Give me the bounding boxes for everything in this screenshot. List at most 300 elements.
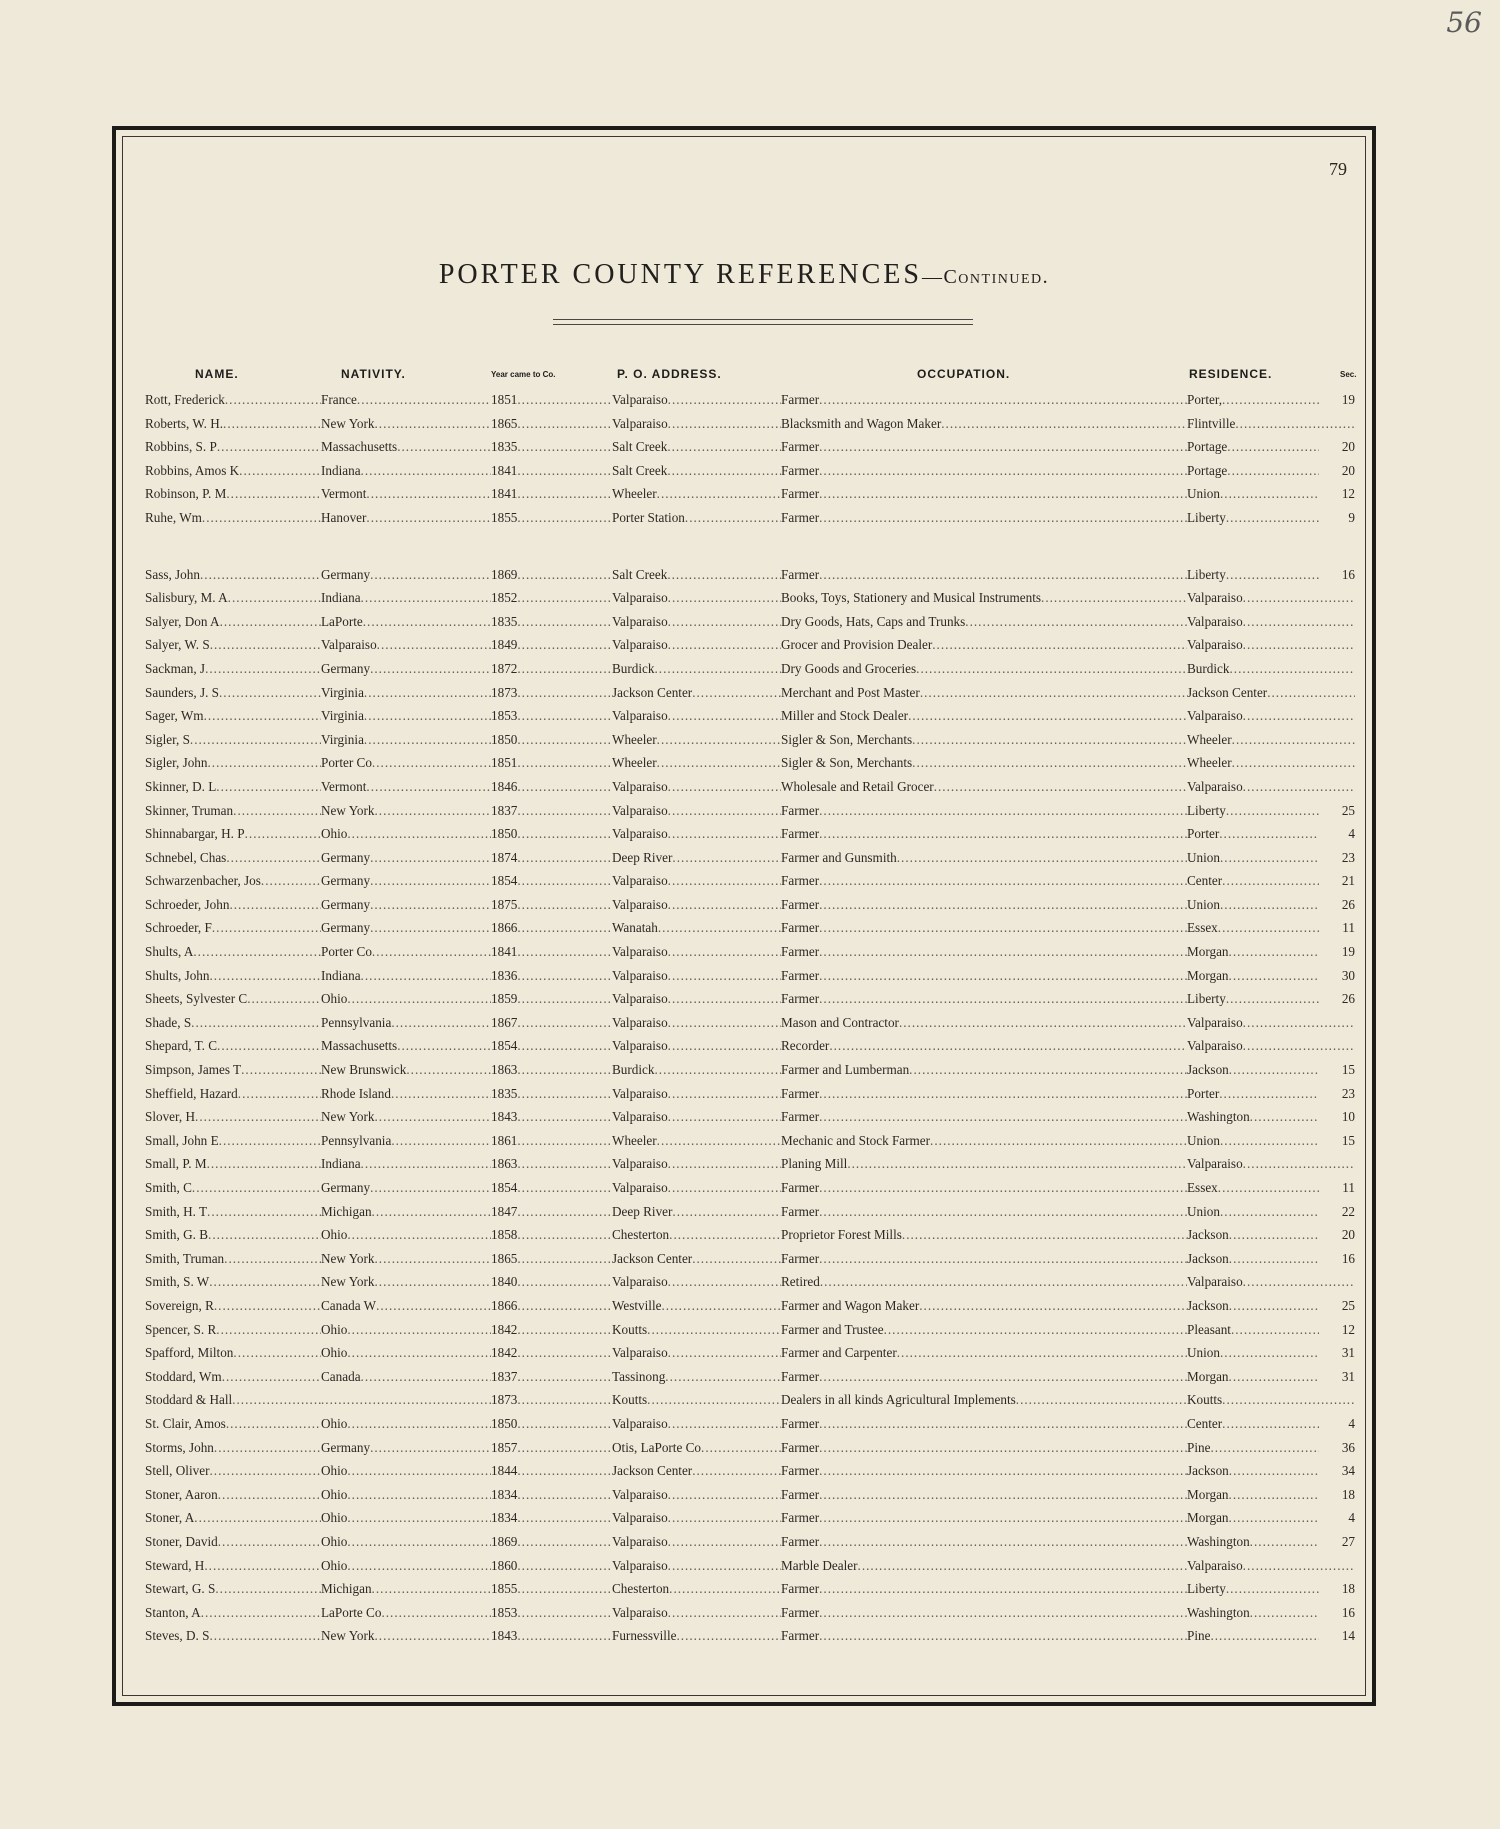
cell-po-address-text: Valparaiso bbox=[612, 590, 668, 606]
cell-name bbox=[145, 1345, 321, 1361]
cell-occupation-text: Farmer bbox=[781, 509, 820, 525]
leader-dots bbox=[238, 1086, 321, 1101]
leader-dots bbox=[202, 510, 321, 525]
cell-residence-text: Liberty bbox=[1187, 1581, 1226, 1597]
cell-year bbox=[491, 1345, 612, 1361]
leader-dots bbox=[381, 1605, 491, 1620]
cell-nativity-text: Ohio bbox=[321, 1415, 348, 1431]
table-row bbox=[145, 917, 1357, 941]
cell-year-text: 1834 bbox=[491, 1510, 518, 1526]
leader-dots bbox=[517, 614, 612, 629]
leader-dots bbox=[819, 873, 1187, 888]
cell-residence-text: Essex bbox=[1187, 920, 1218, 936]
cell-sec bbox=[1319, 968, 1355, 984]
cell-residence-text: Morgan bbox=[1187, 1486, 1229, 1502]
cell-year bbox=[491, 1204, 612, 1220]
cell-po-address-text: Valparaiso bbox=[612, 708, 668, 724]
cell-occupation-text: Farmer bbox=[781, 826, 820, 842]
cell-nativity-text: Indiana bbox=[321, 967, 361, 983]
cell-year bbox=[491, 1180, 612, 1196]
cell-year-text: 1850 bbox=[491, 1415, 518, 1431]
leader-dots bbox=[372, 1204, 491, 1219]
cell-name-text: Storms, John bbox=[145, 1439, 214, 1455]
cell-nativity-text: New York bbox=[321, 1628, 375, 1644]
leader-dots bbox=[912, 732, 1187, 747]
leader-dots bbox=[647, 1392, 781, 1407]
page-title bbox=[123, 259, 1365, 291]
leader-dots bbox=[372, 944, 491, 959]
cell-sec bbox=[1319, 1581, 1355, 1597]
cell-year bbox=[491, 1487, 612, 1503]
leader-dots bbox=[212, 920, 321, 935]
leader-dots bbox=[1243, 1015, 1355, 1030]
leader-dots bbox=[908, 708, 1187, 723]
cell-occupation bbox=[781, 1416, 1187, 1432]
leader-dots bbox=[370, 1440, 491, 1455]
cell-sec-text: 27 bbox=[1341, 1533, 1355, 1549]
cell-nativity-text: Ohio bbox=[321, 1463, 348, 1479]
cell-residence bbox=[1187, 1274, 1355, 1290]
cell-sec-text: 20 bbox=[1341, 1227, 1355, 1243]
cell-nativity-text: LaPorte Co bbox=[321, 1604, 382, 1620]
table-row bbox=[145, 1177, 1357, 1201]
cell-nativity-text: Hanover bbox=[321, 509, 367, 525]
cell-nativity bbox=[321, 1369, 491, 1385]
cell-nativity bbox=[321, 920, 491, 936]
cell-sec bbox=[1319, 1251, 1355, 1267]
cell-po-address bbox=[612, 1605, 781, 1621]
cell-po-address bbox=[612, 1133, 781, 1149]
cell-occupation-text: Farmer bbox=[781, 439, 820, 455]
cell-po-address bbox=[612, 1086, 781, 1102]
cell-year bbox=[491, 803, 612, 819]
cell-po-address bbox=[612, 1274, 781, 1290]
cell-name bbox=[145, 510, 321, 526]
cell-year-text: 1869 bbox=[491, 1533, 518, 1549]
leader-dots bbox=[692, 1251, 781, 1266]
cell-name bbox=[145, 1322, 321, 1338]
cell-nativity-text: Pennsylvania bbox=[321, 1132, 392, 1148]
leader-dots bbox=[909, 1062, 1187, 1077]
cell-name-text: Sigler, John bbox=[145, 755, 208, 771]
cell-occupation-text: Farmer bbox=[781, 896, 820, 912]
cell-po-address bbox=[612, 991, 781, 1007]
cell-occupation-text: Farmer and Carpenter bbox=[781, 1345, 897, 1361]
cell-year-text: 1874 bbox=[491, 849, 518, 865]
cell-name bbox=[145, 803, 321, 819]
cell-occupation-text: Farmer bbox=[781, 566, 820, 582]
leader-dots bbox=[191, 1015, 321, 1030]
cell-year bbox=[491, 486, 612, 502]
leader-dots bbox=[366, 779, 491, 794]
cell-year bbox=[491, 590, 612, 606]
cell-occupation-text: Sigler & Son, Merchants bbox=[781, 755, 913, 771]
cell-name bbox=[145, 1369, 321, 1385]
leader-dots bbox=[658, 920, 781, 935]
cell-occupation bbox=[781, 1298, 1187, 1314]
cell-name bbox=[145, 1463, 321, 1479]
cell-sec bbox=[1319, 1605, 1355, 1621]
cell-po-address bbox=[612, 486, 781, 502]
cell-sec bbox=[1319, 1133, 1355, 1149]
cell-po-address-text: Furnessville bbox=[612, 1628, 677, 1644]
cell-name-text: Robbins, S. P bbox=[145, 439, 217, 455]
cell-sec-text: 23 bbox=[1341, 849, 1355, 865]
cell-po-address-text: Deep River bbox=[612, 1203, 673, 1219]
leader-dots bbox=[672, 850, 781, 865]
leader-dots bbox=[669, 1581, 781, 1596]
cell-name bbox=[145, 1581, 321, 1597]
leader-dots bbox=[261, 873, 321, 888]
cell-nativity bbox=[321, 779, 491, 795]
cell-po-address-text: Valparaiso bbox=[612, 1604, 668, 1620]
cell-po-address-text: Valparaiso bbox=[612, 967, 668, 983]
leader-dots bbox=[668, 1109, 781, 1124]
cell-name bbox=[145, 1251, 321, 1267]
table-row bbox=[145, 1295, 1357, 1319]
cell-name bbox=[145, 779, 321, 795]
cell-residence-text: Jackson bbox=[1187, 1062, 1229, 1078]
leader-dots bbox=[668, 826, 781, 841]
leader-dots bbox=[370, 873, 491, 888]
cell-residence-text: Pleasant bbox=[1187, 1321, 1231, 1337]
leader-dots bbox=[375, 1628, 492, 1643]
cell-name bbox=[145, 826, 321, 842]
leader-dots bbox=[321, 1392, 491, 1407]
cell-name bbox=[145, 850, 321, 866]
cell-occupation bbox=[781, 590, 1187, 606]
leader-dots bbox=[1016, 1392, 1187, 1407]
leader-dots bbox=[668, 1534, 781, 1549]
table-row bbox=[145, 752, 1357, 776]
cell-residence bbox=[1187, 637, 1355, 653]
leader-dots bbox=[919, 1298, 1187, 1313]
cell-sec bbox=[1319, 920, 1355, 936]
leader-dots bbox=[657, 486, 781, 501]
cell-nativity bbox=[321, 1463, 491, 1479]
cell-year-text: 1852 bbox=[491, 590, 518, 606]
cell-residence-text: Jackson Center bbox=[1187, 684, 1268, 700]
cell-po-address-text: Wheeler bbox=[612, 755, 657, 771]
cell-occupation-text: Farmer bbox=[781, 1533, 820, 1549]
leader-dots bbox=[692, 685, 781, 700]
leader-dots bbox=[668, 897, 781, 912]
leader-dots bbox=[517, 1416, 612, 1431]
leader-dots bbox=[375, 803, 492, 818]
cell-residence bbox=[1187, 1015, 1355, 1031]
cell-nativity-text: Germany bbox=[321, 1180, 371, 1195]
cell-occupation-text: Miller and Stock Dealer bbox=[781, 708, 909, 724]
cell-year bbox=[491, 416, 612, 432]
table-row bbox=[145, 587, 1357, 611]
leader-dots bbox=[347, 1487, 491, 1502]
cell-nativity bbox=[321, 1534, 491, 1550]
cell-residence-text: Valparaiso bbox=[1187, 1038, 1243, 1054]
leader-dots bbox=[517, 1156, 612, 1171]
cell-occupation bbox=[781, 1274, 1187, 1290]
leader-dots bbox=[370, 661, 491, 676]
leader-dots bbox=[517, 1204, 612, 1219]
leader-dots bbox=[195, 1109, 321, 1124]
leader-dots bbox=[819, 1487, 1187, 1502]
cell-residence-text: Union bbox=[1187, 1203, 1220, 1219]
leader-dots bbox=[192, 1180, 321, 1195]
cell-name-text: Sovereign, R bbox=[145, 1297, 214, 1313]
cell-name bbox=[145, 1392, 321, 1408]
cell-occupation bbox=[781, 439, 1187, 455]
leader-dots bbox=[210, 637, 321, 652]
leader-dots bbox=[201, 1605, 321, 1620]
leader-dots bbox=[668, 708, 781, 723]
leader-dots bbox=[668, 1558, 781, 1573]
cell-year bbox=[491, 1274, 612, 1290]
leader-dots bbox=[391, 1015, 491, 1030]
leader-dots bbox=[364, 708, 491, 723]
cell-po-address-text: Valparaiso bbox=[612, 637, 668, 653]
leader-dots bbox=[668, 614, 781, 629]
table-row bbox=[145, 658, 1357, 682]
leader-dots bbox=[517, 1440, 612, 1455]
cell-year bbox=[491, 1251, 612, 1267]
header-occupation: OCCUPATION. bbox=[917, 367, 1011, 381]
cell-name bbox=[145, 897, 321, 913]
leader-dots bbox=[1243, 779, 1355, 794]
leader-dots bbox=[897, 1345, 1187, 1360]
cell-year bbox=[491, 779, 612, 795]
cell-nativity bbox=[321, 1251, 491, 1267]
leader-dots bbox=[517, 1251, 612, 1266]
cell-nativity bbox=[321, 1416, 491, 1432]
cell-nativity-text: Michigan bbox=[321, 1581, 372, 1597]
cell-occupation bbox=[781, 1510, 1187, 1526]
cell-residence-text: Flintville bbox=[1187, 415, 1236, 431]
leader-dots bbox=[347, 1463, 491, 1478]
leader-dots bbox=[517, 1369, 612, 1384]
cell-occupation bbox=[781, 1463, 1187, 1479]
table-row bbox=[145, 1271, 1357, 1295]
cell-po-address-text: Salt Creek bbox=[612, 566, 668, 582]
leader-dots bbox=[517, 732, 612, 747]
cell-nativity bbox=[321, 416, 491, 432]
leader-dots bbox=[517, 1322, 612, 1337]
leader-dots bbox=[819, 803, 1187, 818]
cell-name-text: Stoner, Aaron bbox=[145, 1486, 218, 1502]
leader-dots bbox=[819, 1605, 1187, 1620]
cell-po-address-text: Valparaiso bbox=[612, 1510, 668, 1526]
leader-dots bbox=[1243, 708, 1355, 723]
table-row bbox=[145, 1460, 1357, 1484]
leader-dots bbox=[225, 392, 321, 407]
leader-dots bbox=[1243, 637, 1355, 652]
leader-dots bbox=[819, 897, 1187, 912]
cell-po-address bbox=[612, 439, 781, 455]
cell-sec bbox=[1319, 826, 1355, 842]
cell-sec-text: 15 bbox=[1341, 1132, 1355, 1148]
cell-sec-text: 25 bbox=[1341, 802, 1355, 818]
cell-residence-text: Jackson bbox=[1187, 1463, 1229, 1479]
table-row bbox=[145, 460, 1357, 484]
cell-name-text: Small, P. M bbox=[145, 1156, 207, 1172]
cell-occupation bbox=[781, 567, 1187, 583]
cell-year-text: 1849 bbox=[491, 637, 518, 653]
leader-dots bbox=[364, 732, 491, 747]
leader-dots bbox=[819, 392, 1187, 407]
cell-name-text: Shults, A bbox=[145, 944, 194, 960]
page-border bbox=[112, 126, 1376, 1706]
cell-nativity bbox=[321, 850, 491, 866]
cell-po-address-text: Valparaiso bbox=[612, 873, 668, 889]
cell-residence-text: Jackson bbox=[1187, 1250, 1229, 1266]
cell-nativity-text: Canada W bbox=[321, 1297, 377, 1313]
cell-year bbox=[491, 1392, 612, 1408]
cell-occupation bbox=[781, 1109, 1187, 1125]
cell-name-text: Spafford, Milton bbox=[145, 1345, 234, 1361]
cell-occupation bbox=[781, 897, 1187, 913]
cell-occupation-text: Farmer bbox=[781, 1486, 820, 1502]
leader-dots bbox=[215, 1581, 321, 1596]
leader-dots bbox=[517, 1392, 612, 1407]
cell-occupation bbox=[781, 1581, 1187, 1597]
cell-year-text: 1854 bbox=[491, 1038, 518, 1054]
cell-year-text: 1857 bbox=[491, 1439, 518, 1455]
cell-sec bbox=[1319, 1487, 1355, 1503]
cell-name-text: Stoddard & Hall bbox=[145, 1392, 233, 1408]
cell-po-address bbox=[612, 779, 781, 795]
cell-year bbox=[491, 1369, 612, 1385]
cell-nativity-text: LaPorte bbox=[321, 613, 363, 629]
leader-dots bbox=[668, 1274, 781, 1289]
cell-residence-text: Union bbox=[1187, 1345, 1220, 1361]
leader-dots bbox=[517, 779, 612, 794]
cell-nativity-text: New York bbox=[321, 1250, 375, 1266]
cell-occupation-text: Farmer bbox=[781, 991, 820, 1007]
cell-residence-text: Washington bbox=[1187, 1604, 1250, 1620]
cell-sec bbox=[1319, 1440, 1355, 1456]
cell-nativity-text: Porter Co bbox=[321, 755, 372, 771]
cell-name-text: Stewart, G. S bbox=[145, 1581, 216, 1597]
leader-dots bbox=[517, 850, 612, 865]
leader-dots bbox=[226, 850, 321, 865]
cell-occupation bbox=[781, 1392, 1187, 1408]
leader-dots bbox=[517, 1038, 612, 1053]
leader-dots bbox=[657, 755, 781, 770]
cell-year-text: 1846 bbox=[491, 778, 518, 794]
cell-residence-text: Essex bbox=[1187, 1180, 1218, 1195]
cell-nativity-text: New York bbox=[321, 1274, 375, 1290]
cell-sec-text: 4 bbox=[1348, 1510, 1355, 1526]
cell-year-text: 1851 bbox=[491, 392, 518, 407]
leader-dots bbox=[668, 1015, 781, 1030]
leader-dots bbox=[247, 991, 321, 1006]
leader-dots bbox=[829, 1038, 1187, 1053]
leader-dots bbox=[655, 661, 782, 676]
cell-residence-text: Porter bbox=[1187, 1085, 1220, 1101]
leader-dots bbox=[819, 486, 1187, 501]
cell-name-text: Shults, John bbox=[145, 967, 210, 983]
cell-name bbox=[145, 1605, 321, 1621]
table-row bbox=[145, 1389, 1357, 1413]
cell-nativity-text: Germany bbox=[321, 849, 371, 865]
leader-dots bbox=[517, 1558, 612, 1573]
leader-dots bbox=[667, 567, 781, 582]
cell-name bbox=[145, 1534, 321, 1550]
cell-po-address bbox=[612, 968, 781, 984]
table-row bbox=[145, 1602, 1357, 1626]
cell-po-address-text: Chesterton bbox=[612, 1227, 670, 1243]
leader-dots bbox=[224, 1251, 321, 1266]
leader-dots bbox=[920, 685, 1187, 700]
cell-nativity-text: New York bbox=[321, 415, 375, 431]
table-row bbox=[145, 988, 1357, 1012]
cell-po-address-text: Burdick bbox=[612, 660, 655, 676]
leader-dots bbox=[819, 991, 1187, 1006]
leader-dots bbox=[819, 1440, 1187, 1455]
cell-name bbox=[145, 637, 321, 653]
leader-dots bbox=[819, 1251, 1187, 1266]
cell-occupation-text: Grocer and Provision Dealer bbox=[781, 637, 933, 653]
cell-name-text: Skinner, Truman bbox=[145, 802, 234, 818]
cell-name-text: Steward, H bbox=[145, 1557, 205, 1573]
cell-year bbox=[491, 1156, 612, 1172]
cell-occupation bbox=[781, 392, 1187, 408]
leader-dots bbox=[517, 1345, 612, 1360]
cell-name-text: Shinnabargar, H. P bbox=[145, 826, 245, 842]
leader-dots bbox=[372, 1581, 491, 1596]
cell-nativity bbox=[321, 1605, 491, 1621]
cell-po-address-text: Valparaiso bbox=[612, 991, 668, 1007]
cell-name-text: Spencer, S. R bbox=[145, 1321, 217, 1337]
cell-po-address bbox=[612, 803, 781, 819]
cell-year-text: 1836 bbox=[491, 967, 518, 983]
cell-sec bbox=[1319, 1180, 1355, 1196]
leader-dots bbox=[676, 1628, 781, 1643]
cell-occupation bbox=[781, 991, 1187, 1007]
cell-po-address-text: Chesterton bbox=[612, 1581, 670, 1597]
page-number: 79 bbox=[1329, 159, 1347, 179]
table-row bbox=[145, 611, 1357, 635]
cell-sec-text: 31 bbox=[1341, 1345, 1355, 1361]
cell-name bbox=[145, 944, 321, 960]
cell-residence-text: Liberty bbox=[1187, 566, 1226, 582]
cell-residence-text: Valparaiso bbox=[1187, 778, 1243, 794]
cell-year bbox=[491, 614, 612, 630]
cell-occupation bbox=[781, 510, 1187, 526]
cell-year-text: 1841 bbox=[491, 486, 518, 502]
cell-sec bbox=[1319, 873, 1355, 889]
leader-dots bbox=[847, 1156, 1187, 1171]
leader-dots bbox=[819, 1510, 1187, 1525]
leader-dots bbox=[819, 968, 1187, 983]
cell-occupation-text: Farmer bbox=[781, 1628, 820, 1644]
cell-name-text: Robinson, P. M bbox=[145, 486, 227, 502]
cell-occupation-text: Dealers in all kinds Agricultural Implements bbox=[781, 1392, 1016, 1408]
cell-occupation bbox=[781, 732, 1187, 748]
cell-year bbox=[491, 1534, 612, 1550]
leader-dots bbox=[1243, 1274, 1355, 1289]
leader-dots bbox=[858, 1558, 1187, 1573]
cell-year-text: 1843 bbox=[491, 1628, 518, 1644]
header-po-address: P. O. ADDRESS. bbox=[617, 367, 722, 381]
table-row bbox=[145, 729, 1357, 753]
leader-dots bbox=[1243, 614, 1355, 629]
cell-po-address bbox=[612, 1487, 781, 1503]
cell-sec-text: 16 bbox=[1341, 566, 1355, 582]
leader-dots bbox=[217, 439, 321, 454]
table-row bbox=[145, 705, 1357, 729]
cell-occupation-text: Mason and Contractor bbox=[781, 1014, 899, 1030]
cell-occupation-text: Mechanic and Stock Farmer bbox=[781, 1132, 931, 1148]
cell-year bbox=[491, 1416, 612, 1432]
